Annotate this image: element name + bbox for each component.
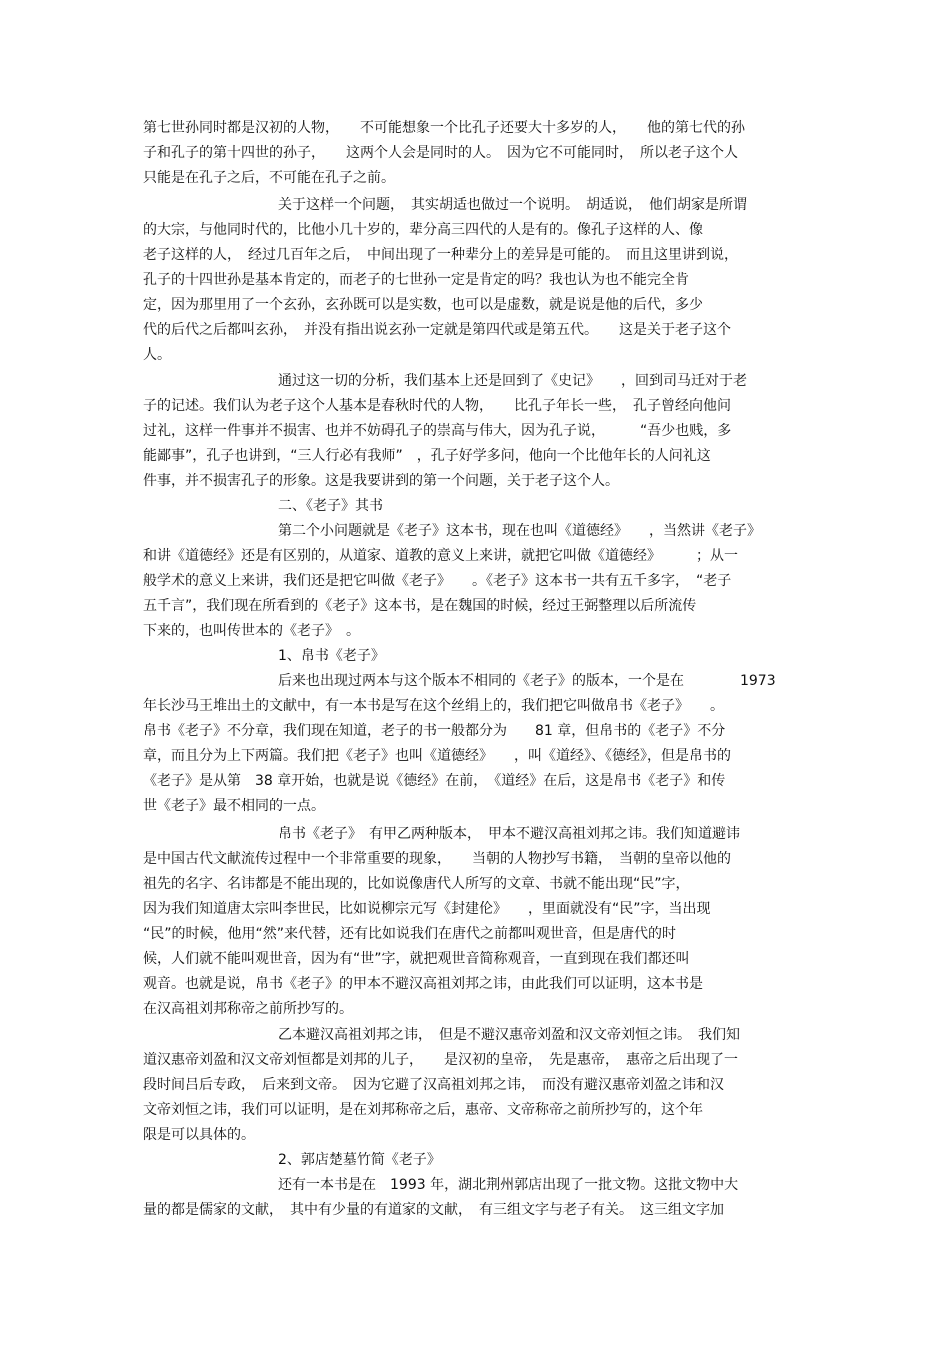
text-line: 过礼，这样一件事并不损害、也并不妨碍孔子的崇高与伟大，因为孔子说， “吾少也贱，多 (143, 423, 732, 439)
text-line: 段时间吕后专政， 后来到文帝。 因为它避了汉高祖刘邦之讳， 而没有避汉惠帝刘盈之讳和汉 (143, 1077, 724, 1093)
text-line: 孔子的十四世孙是基本肯定的，而老子的七世孙一定是肯定的吗？我也认为也不能完全肯 (143, 272, 689, 288)
text-line: 老子这样的人， 经过几百年之后， 中间出现了一种辈分上的差异是可能的。 而且这里讲到说， (143, 247, 738, 263)
text-line: 候，人们就不能叫观世音，因为有“世”字，就把观世音简称观音，一直到现在我们都还叫 (143, 951, 690, 967)
paragraph-start: 通过这一切的分析，我们基本上还是回到了《史记》 ，回到司马迁对于老 (278, 373, 747, 389)
text-line: 子的记述。我们认为老子这个人基本是春秋时代的人物， 比孔子年长一些， 孔子曾经向他问 (143, 398, 731, 414)
paragraph-start: 还有一本书是在 1993 年，湖北荆州郭店出现了一批文物。这批文物中大 (278, 1177, 739, 1193)
text-line: 在汉高祖刘邦称帝之前所抄写的。 (143, 1001, 353, 1017)
paragraph-start: 帛书《老子》 有甲乙两种版本， 甲本不避汉高祖刘邦之讳。我们知道避讳 (278, 826, 740, 842)
text-line: 祖先的名字、名讳都是不能出现的，比如说像唐代人所写的文章、书就不能出现“民”字， (143, 876, 690, 892)
text-line: 能鄙事”，孔子也讲到，“三人行必有我师” ，孔子好学多问，他向一个比他年长的人问礼这 (143, 448, 711, 464)
text-line: 般学术的意义上来讲，我们还是把它叫做《老子》 。《老子》这本书一共有五千多字， “老子 (143, 573, 732, 589)
text-line: 人。 (143, 347, 171, 363)
text-line: 的大宗，与他同时代的，比他小几十岁的，辈分高三四代的人是有的。像孔子这样的人、像 (143, 222, 703, 238)
text-line: 道汉惠帝刘盈和汉文帝刘恒都是刘邦的儿子， 是汉初的皇帝， 先是惠帝， 惠帝之后出现了一 (143, 1052, 738, 1068)
paragraph-start: 关于这样一个问题， 其实胡适也做过一个说明。 胡适说， 他们胡家是所谓 (278, 197, 747, 213)
text-line: 定，因为那里用了一个玄孙，玄孙既可以是实数，也可以是虚数，就是说是他的后代，多少 (143, 297, 703, 313)
subsection-heading: 2、郭店楚墓竹简《老子》 (278, 1152, 441, 1168)
text-line: 《老子》是从第 38 章开始，也就是说《德经》在前， 《道经》在后，这是帛书《老子》和传 (143, 773, 726, 789)
paragraph-start: 乙本避汉高祖刘邦之讳， 但是不避汉惠帝刘盈和汉文帝刘恒之讳。 我们知 (278, 1027, 740, 1043)
text-line: 量的都是儒家的文献， 其中有少量的有道家的文献， 有三组文字与老子有关。 这三组文字加 (143, 1202, 724, 1218)
text-line: 子和孔子的第十四世的孙子， 这两个人会是同时的人。 因为它不可能同时， 所以老子这个人 (143, 145, 738, 161)
text-line: 观音。也就是说，帛书《老子》的甲本不避汉高祖刘邦之讳，由此我们可以证明，这本书是 (143, 976, 703, 992)
text-line: 限是可以具体的。 (143, 1127, 255, 1143)
text-line: 下来的，也叫传世本的《老子》 。 (143, 623, 360, 639)
text-line: 五千言”，我们现在所看到的《老子》这本书，是在魏国的时候，经过王弼整理以后所流传 (143, 598, 697, 614)
text-line: 世《老子》最不相同的一点。 (143, 798, 325, 814)
text-line: “民”的时候，他用“然”来代替，还有比如说我们在唐代之前都叫观世音，但是唐代的时 (143, 926, 677, 942)
text-line: 件事，并不损害孔子的形象。这是我要讲到的第一个问题，关于老子这个人。 (143, 473, 619, 489)
text-line: 年长沙马王堆出土的文献中，有一本书是写在这个丝绢上的，我们把它叫做帛书《老子》 。 (143, 698, 724, 714)
text-line: 和讲《道德经》还是有区别的，从道家、道教的意义上来讲，就把它叫做《道德经》 ；从一 (143, 548, 738, 564)
text-line: 章，而且分为上下两篇。我们把《老子》也叫《道德经》 ，叫《道经》、《德经》，但是帛书的 (143, 748, 731, 764)
text-line: 文帝刘恒之讳，我们可以证明，是在刘邦称帝之后，惠帝、文帝称帝之前所抄写的，这个年 (143, 1102, 703, 1118)
text-line: 只能是在孔子之后，不可能在孔子之前。 (143, 170, 395, 186)
text-line: 第七世孙同时都是汉初的人物， 不可能想象一个比孔子还要大十多岁的人， 他的第七代的孙 (143, 120, 745, 136)
paragraph-start: 第二个小问题就是《老子》这本书，现在也叫《道德经》 ，当然讲《老子》 (278, 523, 761, 539)
text-line: 代的后代之后都叫玄孙， 并没有指出说玄孙一定就是第四代或是第五代。 这是关于老子这个 (143, 322, 731, 338)
text-line: 是中国古代文献流传过程中一个非常重要的现象， 当朝的人物抄写书籍， 当朝的皇帝以他的 (143, 851, 731, 867)
text-line: 因为我们知道唐太宗叫李世民，比如说柳宗元写《封建伦》 ，里面就没有“民”字，当出现 (143, 901, 711, 917)
subsection-heading: 1、帛书《老子》 (278, 648, 385, 664)
text-line: 帛书《老子》不分章，我们现在知道，老子的书一般都分为 81 章，但帛书的《老子》不分 (143, 723, 726, 739)
section-heading: 二、《老子》其书 (278, 498, 383, 514)
paragraph-start: 后来也出现过两本与这个版本不相同的《老子》的版本，一个是在 1973 (278, 673, 776, 689)
